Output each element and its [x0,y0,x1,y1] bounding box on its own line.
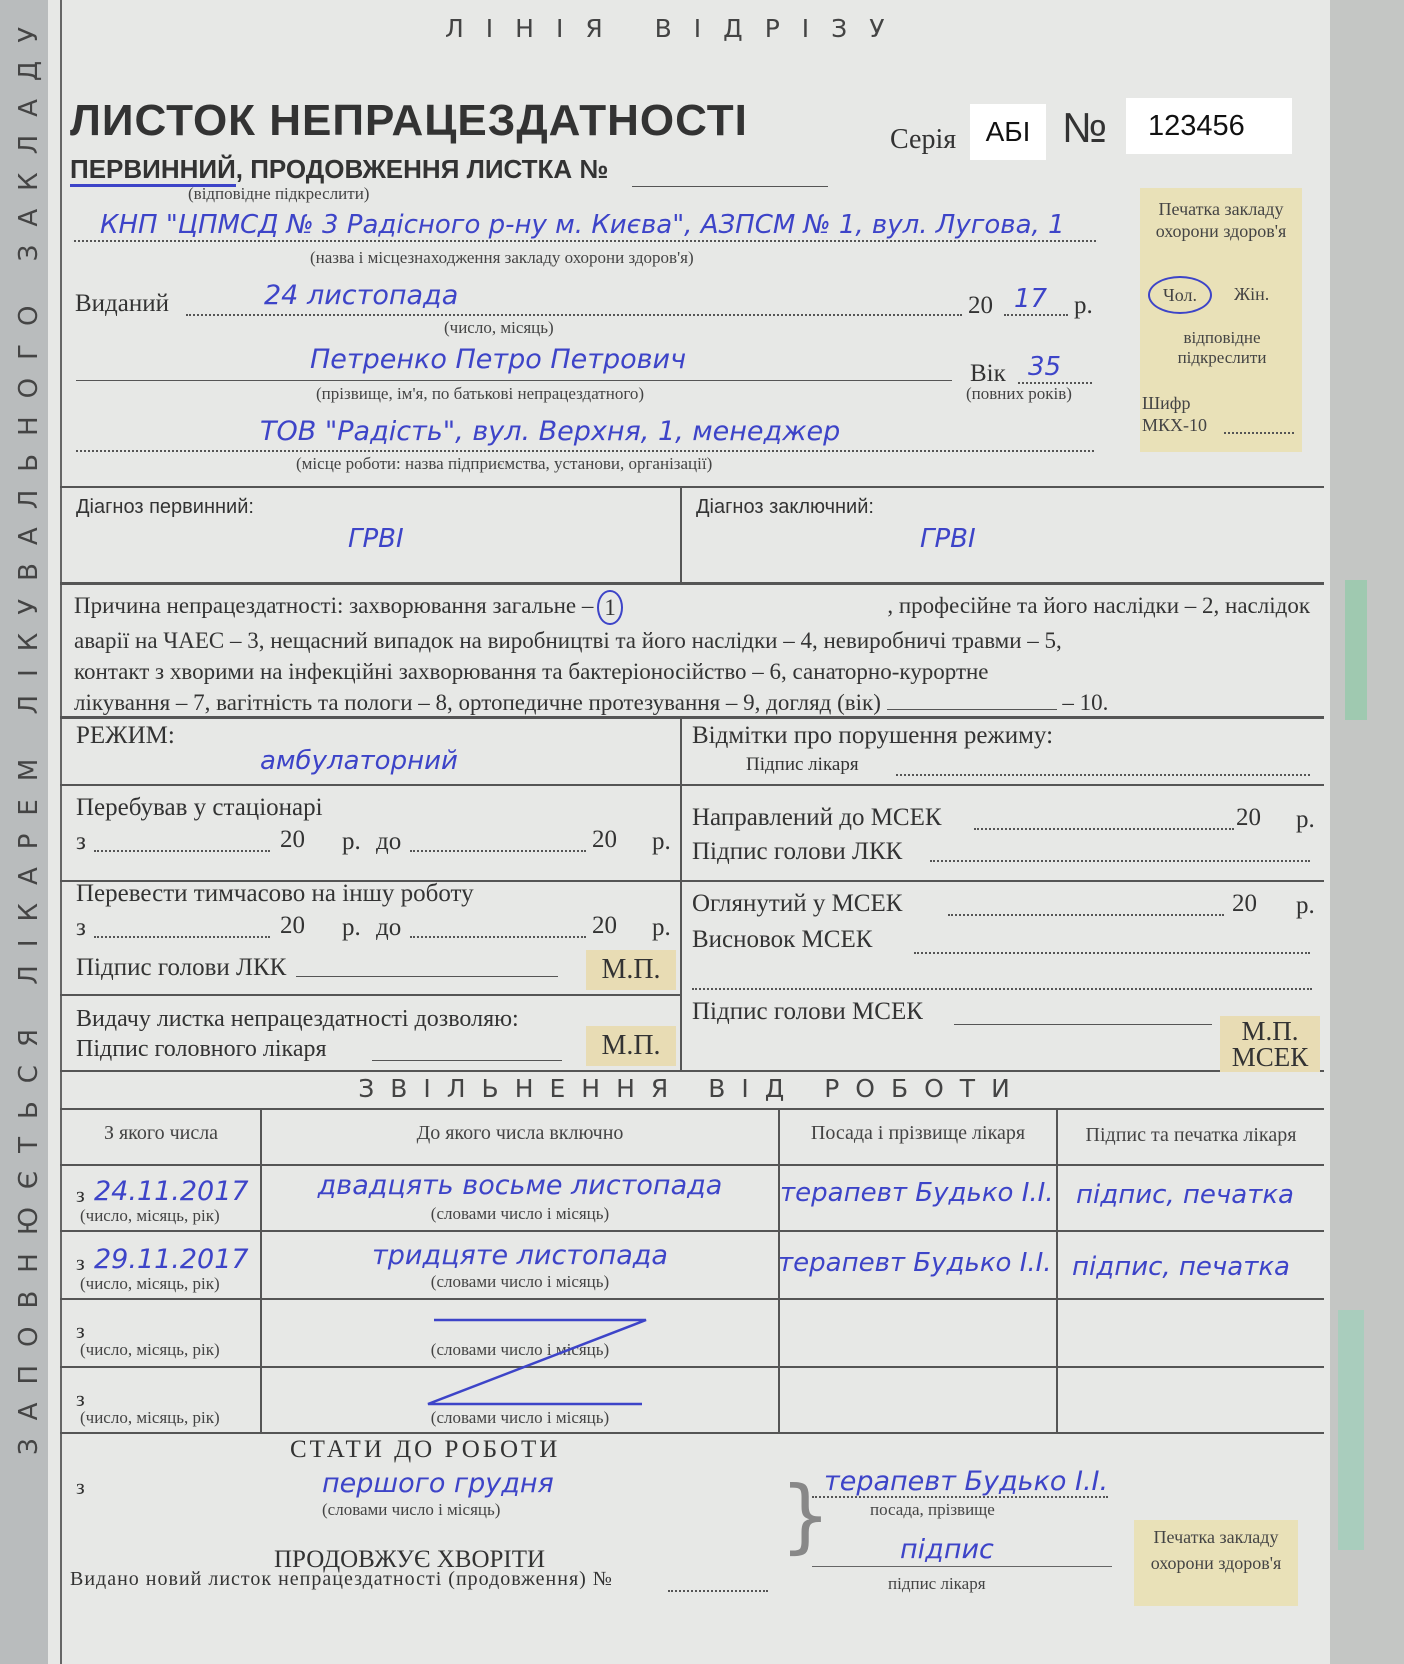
institution-stamp-box [1140,188,1302,452]
row1-words-caption: (словами число і місяць) [430,1204,610,1223]
cause-line1b: , професійне та його наслідки – 2, наслідок [887,593,1310,618]
workplace-caption: (місце роботи: назва підприємства, установи, організації) [296,454,713,473]
doctor-signature-label: Підпис лікаря [746,754,859,775]
regime-value: амбулаторний [260,746,458,776]
row2-signature: підпис, печатка [1072,1252,1290,1282]
side-vertical-text: ЗАПОВНЮЄТЬСЯ ЛІКАРЕМ ЛІКУВАЛЬНОГО ЗАКЛАДУ [14,8,44,1455]
msek-conclusion-label: Висновок МСЕК [692,926,873,953]
col-to: До якого числа включно [416,1122,624,1144]
diagnosis-final-value: ГРВІ [920,524,976,554]
sex-female: Жін. [1234,284,1270,304]
sex-male-selected: Чол. [1148,276,1212,314]
row1-date-caption: (число, місяць, рік) [80,1206,220,1225]
issued-year-suffix: р. [1074,292,1093,319]
row1-from-prefix: з [76,1182,85,1207]
series-value: АБІ [970,104,1046,160]
strike-through-z [420,1312,650,1412]
msek-exam-label: Оглянутий у МСЕК [692,890,903,917]
hospital-year2: 20 [592,826,617,853]
issued-date: 24 листопада [264,280,459,311]
stamp-box-hint: відповідне підкреслити [1177,328,1267,367]
cause-line4a: лікування – 7, вагітність та пологи – 8, ортопедичне протезування – 9, догляд (вік) [74,690,881,715]
msek-exam-r: р. [1296,892,1315,919]
row3-date-caption: (число, місяць, рік) [80,1340,220,1359]
green-marker [1345,580,1367,720]
col-doctor: Посада і прізвище лікаря [810,1122,1026,1144]
transfer-to: до [376,914,402,941]
age-caption: (повних років) [966,384,1072,403]
transfer-r1: р. [342,914,361,941]
return-from-prefix: з [76,1474,85,1499]
issued-year: 17 [1014,284,1048,314]
diagnosis-primary-value: ГРВІ [348,524,404,554]
return-signature-caption: підпис лікаря [888,1574,986,1593]
cause-line1a: Причина непрацездатності: захворювання загальне – [74,593,594,618]
workplace-value: ТОВ "Радість", вул. Верхня, 1, менеджер [260,416,841,447]
hospital-from: з [76,828,86,855]
permit-stamp: М.П. [586,1026,676,1066]
cause-selected-1: 1 [597,590,623,625]
patient-caption: (прізвище, ім'я, по батькові непрацездатного) [316,384,645,403]
release-heading: ЗВІЛЬНЕННЯ ВІД РОБОТИ [358,1074,1026,1103]
msek-exam-year: 20 [1232,890,1257,917]
row2-date-caption: (число, місяць, рік) [80,1274,220,1293]
row4-date-caption: (число, місяць, рік) [80,1408,220,1427]
row2-words-caption: (словами число і місяць) [430,1272,610,1291]
hospital-r1: р. [342,828,361,855]
brace: } [780,1469,831,1562]
age-label: Вік [970,360,1006,387]
msek-stamp-line2: МСЕК [1231,1042,1309,1072]
permit-label: Видачу листка непрацездатності дозволяю: [76,1006,519,1032]
transfer-from: з [76,914,86,941]
msek-direction-year: 20 [1236,804,1261,831]
violations-label: Відмітки про порушення режиму: [692,722,1054,749]
patient-name: Петренко Петро Петрович [310,344,687,375]
row4-words-caption: (словами число і місяць) [430,1408,610,1427]
row3-from-prefix: з [76,1318,85,1343]
cut-line-label: ЛІНІЯ ВІДРІЗУ [445,14,907,43]
msek-lkk-signature-label: Підпис голови ЛКК [692,838,903,865]
issued-caption: (число, місяць) [444,318,554,337]
msek-stamp-line1: М.П. [1241,1016,1299,1046]
transfer-label: Перевести тимчасово на іншу роботу [76,880,474,907]
row2-to-words: тридцяте листопада [372,1240,668,1271]
regime-label: РЕЖИМ: [76,722,175,749]
row2-from-prefix: з [76,1250,85,1275]
permit-chief-signature-label: Підпис головного лікаря [76,1036,327,1062]
cause-line2: аварії на ЧАЕС – 3, нещасний випадок на виробництві та його наслідки – 4, невиробничі травми – 5, [74,628,1062,653]
new-sheet-label: Видано новий листок непрацездатності (продовження) № [70,1568,613,1590]
issued-year-prefix: 20 [968,292,993,319]
hospital-label: Перебував у стаціонарі [76,794,323,821]
continue-heading: ПРОДОВЖУЄ ХВОРІТИ [274,1546,546,1573]
msek-direction-r: р. [1296,806,1315,833]
number-value: 123456 [1126,98,1292,154]
institution-caption: (назва і місцезнаходження закладу охорони здоров'я) [310,248,694,267]
primary-underlined: ПЕРВИННИЙ [70,154,236,187]
diagnosis-primary-label: Діагноз первинний: [76,496,254,518]
stamp-box-title: Печатка закладу охорони здоров'я [1155,199,1287,241]
series-label: Серія [890,124,957,155]
cause-block [74,590,1310,718]
icd-code-label: Шифр МКХ-10 [1142,393,1208,435]
cause-line3: контакт з хворими на інфекційні захворювання та бактеріоносійство – 6, санаторно-курортне [74,659,989,684]
return-stamp: Печатка закладу охорони здоров'я [1134,1520,1298,1606]
green-tab [1338,1310,1364,1550]
hospital-r2: р. [652,828,671,855]
return-heading: СТАТИ ДО РОБОТИ [290,1436,561,1463]
diagnosis-final-label: Діагноз заключний: [696,496,874,518]
return-doctor-caption: посада, прізвище [870,1500,995,1519]
hospital-to: до [376,828,402,855]
row3-words-caption: (словами число і місяць) [430,1340,610,1359]
institution-value: КНП "ЦПМСД № 3 Радісного р-ну м. Києва", АЗПСМ № 1, вул. Лугова, 1 [100,210,1065,240]
return-signature: підпис [900,1534,994,1565]
row1-signature: підпис, печатка [1076,1180,1294,1210]
return-date: першого грудня [322,1468,554,1499]
msek-direction-label: Направлений до МСЕК [692,804,942,831]
row1-to-words: двадцять восьме листопада [317,1170,723,1201]
form-title: ЛИСТОК НЕПРАЦЕЗДАТНОСТІ [70,96,748,145]
row2-from-date: 29.11.2017 [94,1244,249,1275]
return-doctor: терапевт Будько І.І. [824,1466,1109,1497]
subtitle-rest: , ПРОДОВЖЕННЯ ЛИСТКА № [235,154,609,184]
hospital-year1: 20 [280,826,305,853]
underline-hint: (відповідне підкреслити) [188,184,370,203]
transfer-stamp: М.П. [586,950,676,990]
row4-from-prefix: з [76,1386,85,1411]
transfer-year1: 20 [280,912,305,939]
col-signature: Підпис та печатка лікаря [1085,1124,1297,1146]
issued-label: Виданий [75,290,170,317]
col-from: З якого числа [103,1122,219,1144]
msek-stamp [1220,1016,1320,1072]
row2-doctor: терапевт Будько І.І. [778,1248,1052,1278]
cause-line4b: – 10. [1062,690,1109,715]
form-subtitle [70,154,608,185]
transfer-year2: 20 [592,912,617,939]
number-symbol: № [1062,104,1108,151]
age-value: 35 [1028,352,1062,382]
transfer-lkk-signature-label: Підпис голови ЛКК [76,954,287,981]
row1-from-date: 24.11.2017 [94,1176,249,1207]
return-caption: (словами число і місяць) [322,1500,501,1519]
row1-doctor: терапевт Будько І.І. [780,1178,1054,1208]
msek-chief-signature-label: Підпис голови МСЕК [692,998,923,1025]
transfer-r2: р. [652,914,671,941]
